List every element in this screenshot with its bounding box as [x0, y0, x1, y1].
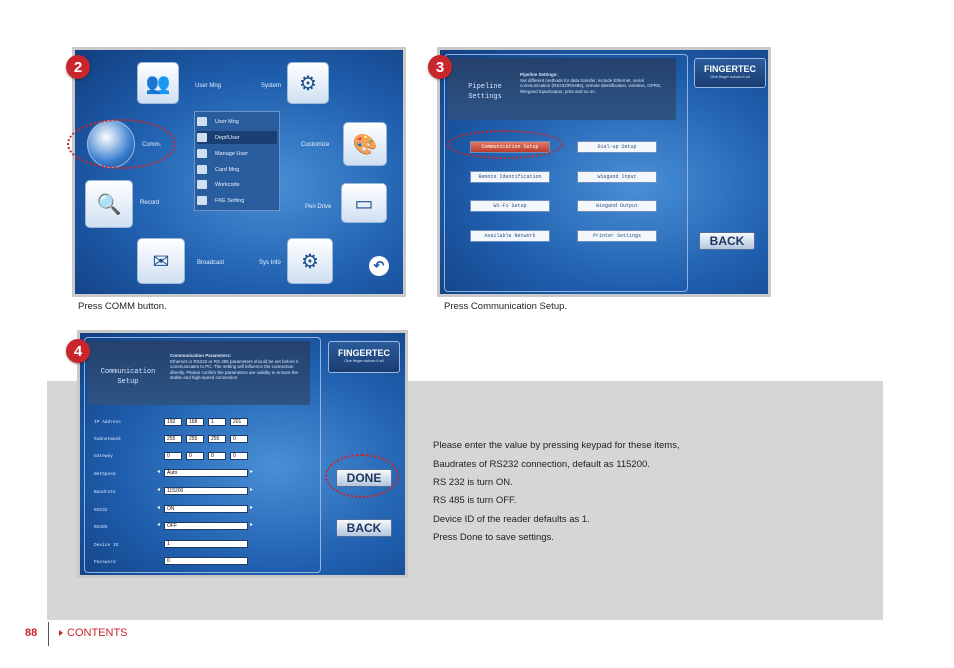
communication-header [88, 341, 310, 405]
back-button[interactable]: BACK [699, 232, 755, 250]
logo-tagline: One finger solves it all [710, 74, 750, 79]
broadcast-icon[interactable]: ✉ [137, 238, 185, 284]
communication-heading: Communication Parameters: [170, 353, 232, 358]
ip-octet-1[interactable]: 192 [164, 418, 182, 426]
instruction-line-4: RS 485 is turn OFF. [433, 495, 517, 506]
highlight-done-ring [325, 454, 399, 498]
pipeline-heading: Pipeline Settings: [520, 72, 558, 77]
submenu-item-fke-setting[interactable]: FKE Setting [197, 194, 277, 207]
step-badge-3: 3 [428, 55, 452, 79]
right-arrow-icon[interactable]: ▸ [250, 522, 254, 528]
baudrate-field[interactable]: 115200 [164, 487, 248, 495]
submenu-item-workcode[interactable]: Workcode [197, 178, 277, 191]
ip-octet-2[interactable]: 168 [186, 418, 204, 426]
customize-icon[interactable]: 🎨 [343, 122, 387, 166]
wiegand-output-button[interactable]: Wiegand Output [577, 200, 657, 212]
device-id-field[interactable]: 1 [164, 540, 248, 548]
gateway-label: Gateway [94, 454, 113, 459]
communication-text: Ethernet or RS232 or RS 485 parameters should be set before it communicates to PC. The setting will influence the connection directly. Please confirm the parameters are validity to ensure the stable and high-speed connection. [170, 358, 299, 380]
submenu-item-card-mng[interactable]: Card Mng [197, 163, 277, 176]
setting-icon [197, 196, 207, 205]
instruction-line-5: Device ID of the reader defaults as 1. [433, 514, 590, 525]
page-number: 88 [25, 627, 38, 639]
pipeline-title: Pipeline Settings [468, 83, 502, 101]
communication-setup-button[interactable]: Communication Setup [470, 141, 550, 153]
pipeline-settings-screen [440, 50, 768, 294]
wiegand-input-button[interactable]: Wiegand Input [577, 171, 657, 183]
return-icon[interactable]: ↶ [369, 256, 389, 276]
caption-panel-2: Press COMM button. [78, 301, 167, 312]
netspeed-label: NetSpeed [94, 472, 116, 477]
triangle-right-icon [59, 630, 63, 636]
mask-octet-4[interactable]: 0 [230, 435, 248, 443]
ip-octet-3[interactable]: 1 [208, 418, 226, 426]
gateway-octet-4[interactable]: 0 [230, 452, 248, 460]
broadcast-label: Broadcast [197, 260, 225, 266]
instruction-line-2: Baudrates of RS232 connection, default as 115200. [433, 459, 650, 470]
contents-link[interactable] [59, 627, 128, 639]
pen-drive-label: Pen Drive [305, 204, 332, 210]
user-icon [197, 117, 207, 126]
mask-octet-1[interactable]: 255 [164, 435, 182, 443]
comm-label: Comm. [142, 142, 162, 148]
printer-settings-button[interactable]: Printer Settings [577, 230, 657, 242]
pen-drive-icon[interactable]: ▭ [341, 183, 387, 223]
wifi-setup-button[interactable]: Wi-Fi Setup [470, 200, 550, 212]
record-icon[interactable]: 🔍 [85, 180, 133, 228]
sys-info-label: Sys Info [259, 260, 281, 266]
right-arrow-icon[interactable]: ▸ [250, 505, 254, 511]
password-field[interactable]: 0 [164, 557, 248, 565]
gateway-octet-1[interactable]: 0 [164, 452, 182, 460]
submenu-item-manage-user[interactable]: Manage User [197, 147, 277, 160]
submenu-item-user-mng[interactable]: User Mng [197, 115, 277, 128]
rs232-field[interactable]: ON [164, 505, 248, 513]
record-label: Record [140, 200, 160, 206]
mask-octet-3[interactable]: 255 [208, 435, 226, 443]
left-arrow-icon[interactable]: ◂ [157, 505, 161, 511]
dial-up-setup-button[interactable]: Dial-up Setup [577, 141, 657, 153]
device-id-label: Device ID [94, 543, 119, 548]
gateway-octet-3[interactable]: 0 [208, 452, 226, 460]
rs485-field[interactable]: OFF [164, 522, 248, 530]
rs485-label: RS485 [94, 525, 108, 530]
mask-octet-2[interactable]: 255 [186, 435, 204, 443]
screenshot-pipeline-settings [437, 47, 771, 297]
highlight-comm-ring [67, 119, 176, 169]
customize-label: Customize [301, 142, 330, 148]
sys-info-icon[interactable]: ⚙ [287, 238, 333, 284]
instruction-line-3: RS 232 is turn ON. [433, 477, 513, 488]
done-button[interactable]: DONE [336, 469, 392, 487]
left-arrow-icon[interactable]: ◂ [157, 522, 161, 528]
subnetmask-label: Subnetmask [94, 437, 122, 442]
caption-panel-3: Press Communication Setup. [444, 301, 568, 312]
communication-description [170, 353, 306, 381]
submenu-item-dept-user[interactable]: Dept/User [197, 131, 277, 144]
user-mng-label: User Mng [195, 83, 222, 89]
highlight-communication-setup-ring [447, 130, 563, 159]
back-button[interactable]: BACK [336, 519, 392, 537]
card-icon [197, 165, 207, 174]
rs232-label: RS232 [94, 508, 108, 513]
manage-user-icon [197, 149, 207, 158]
logo-text: FINGERTEC [703, 64, 756, 74]
left-arrow-icon[interactable]: ◂ [157, 487, 161, 493]
contents-label: CONTENTS [67, 627, 128, 639]
user-mng-submenu [194, 111, 280, 211]
user-mng-icon[interactable]: 👥 [137, 62, 179, 104]
ip-octet-4[interactable]: 201 [230, 418, 248, 426]
logo-tagline: One finger solves it all [344, 358, 384, 363]
communication-title: Communication Setup [100, 368, 156, 386]
baudrate-label: Baudrate [94, 490, 116, 495]
footer-divider [48, 622, 49, 646]
pipeline-header [448, 58, 676, 120]
ip-address-label: IP Address [94, 420, 122, 425]
right-arrow-icon[interactable]: ▸ [250, 469, 254, 475]
dept-icon [197, 133, 207, 142]
instruction-line-1: Please enter the value by pressing keypad for these items, [433, 440, 680, 451]
pipeline-description [520, 72, 670, 94]
netspeed-field[interactable]: Auto [164, 469, 248, 477]
fingertec-logo [328, 341, 400, 373]
password-label: Password [94, 560, 116, 565]
gateway-octet-2[interactable]: 0 [186, 452, 204, 460]
main-menu-screen [75, 50, 403, 294]
instruction-line-6: Press Done to save settings. [433, 532, 554, 543]
available-network-button[interactable]: Available Network [470, 230, 550, 242]
step-badge-2: 2 [66, 55, 90, 79]
logo-text: FINGERTEC [337, 348, 390, 358]
right-arrow-icon[interactable]: ▸ [250, 487, 254, 493]
remote-identification-button[interactable]: Remote Identification [470, 171, 550, 183]
system-icon[interactable]: ⚙ [287, 62, 329, 104]
screenshot-main-menu [72, 47, 406, 297]
fingertec-logo [694, 58, 766, 88]
step-badge-4: 4 [66, 339, 90, 363]
workcode-icon [197, 180, 207, 189]
system-label: System [261, 83, 282, 89]
pipeline-text: Set different methods for data transfer, include Ethernet, serial communication (RS232/RS485), remote identification, wireless, GPRS, Wiegand input/output, print and so on. [520, 77, 662, 94]
left-arrow-icon[interactable]: ◂ [157, 469, 161, 475]
